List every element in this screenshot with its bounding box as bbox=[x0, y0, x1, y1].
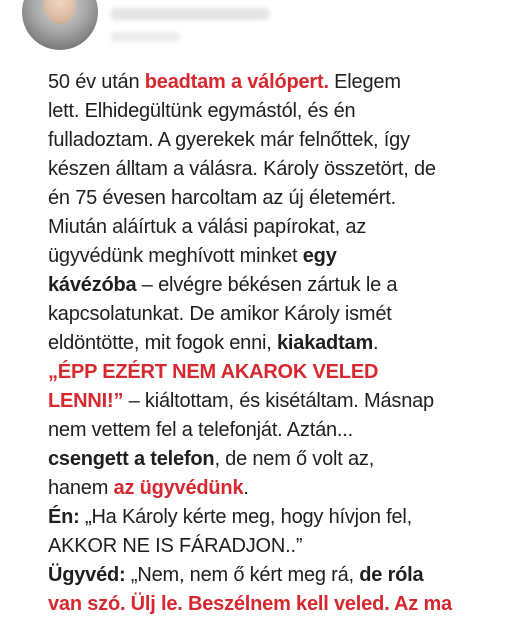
post-text-line bbox=[48, 184, 500, 213]
post-text-line bbox=[48, 590, 500, 619]
post-text-line bbox=[48, 213, 500, 242]
body-text: eldöntötte, mit fogok enni, bbox=[48, 332, 277, 354]
post-text bbox=[48, 68, 500, 619]
post-text-line bbox=[48, 68, 500, 97]
body-text: . bbox=[373, 332, 379, 354]
body-text: én 75 évesen harcoltam az új életemért. bbox=[48, 187, 396, 209]
post-header bbox=[0, 0, 512, 60]
body-text: Elegem bbox=[328, 71, 401, 93]
highlight-text: LENNI!” bbox=[48, 390, 124, 412]
bold-text: csengett a telefon bbox=[48, 448, 215, 470]
post-text-line bbox=[48, 300, 500, 329]
post-text-line bbox=[48, 155, 500, 184]
post-text-line bbox=[48, 387, 500, 416]
highlight-text: van szó. Ülj le. Beszélnem kell veled. Az ma bbox=[48, 593, 452, 615]
body-text: . bbox=[243, 477, 249, 499]
post-text-line bbox=[48, 126, 500, 155]
body-text: , de nem ő volt az, bbox=[214, 448, 375, 470]
avatar[interactable] bbox=[22, 0, 98, 50]
post-text-line bbox=[48, 445, 500, 474]
post-text-line bbox=[48, 242, 500, 271]
bold-text: egy bbox=[302, 245, 337, 267]
avatar-face bbox=[44, 0, 76, 24]
bold-text: Én: bbox=[48, 506, 80, 528]
body-text: kapcsolatunkat. De amikor Károly ismét bbox=[48, 303, 392, 325]
highlight-text: az ügyvédünk bbox=[113, 477, 244, 499]
bold-text: kávézóba bbox=[48, 274, 137, 296]
bold-text: kiakadtam bbox=[277, 332, 374, 354]
body-text: ügyvédünk meghívott minket bbox=[48, 245, 303, 267]
post-text-line bbox=[48, 97, 500, 126]
bold-text: de róla bbox=[359, 564, 424, 586]
post-text-line bbox=[48, 561, 500, 590]
highlight-text: „ÉPP EZÉRT NEM AKAROK VELED bbox=[48, 361, 379, 383]
body-text: fulladoztam. A gyerekek már felnőttek, így bbox=[48, 129, 410, 151]
post-text-line bbox=[48, 532, 500, 561]
body-text: „Nem, nem ő kért meg rá, bbox=[125, 564, 360, 586]
bold-text: Ügyvéd: bbox=[48, 564, 126, 586]
body-text: „Ha Károly kérte meg, hogy hívjon fel, bbox=[79, 506, 412, 528]
body-text: Miután aláírtuk a válási papírokat, az bbox=[48, 216, 367, 238]
body-text: – kiáltottam, és kisétáltam. Másnap bbox=[123, 390, 434, 412]
post-text-line bbox=[48, 503, 500, 532]
body-text: készen álltam a válásra. Károly összetört, de bbox=[48, 158, 436, 180]
body-text: nem vettem fel a telefonját. Aztán... bbox=[48, 419, 353, 441]
post-text-line bbox=[48, 358, 500, 387]
body-text: hanem bbox=[48, 477, 114, 499]
body-text: 50 év után bbox=[48, 71, 145, 93]
post-text-line bbox=[48, 329, 500, 358]
body-text: AKKOR NE IS FÁRADJON..” bbox=[48, 535, 303, 557]
post-text-line bbox=[48, 416, 500, 445]
post-text-line bbox=[48, 474, 500, 503]
body-text: – elvégre békésen zártuk le a bbox=[136, 274, 398, 296]
post-text-line bbox=[48, 271, 500, 300]
post-meta-blurred bbox=[110, 32, 180, 42]
body-text: lett. Elhidegültünk egymástól, és én bbox=[48, 100, 356, 122]
highlight-text: beadtam a válópert. bbox=[144, 71, 329, 93]
author-name-blurred[interactable] bbox=[110, 8, 270, 20]
